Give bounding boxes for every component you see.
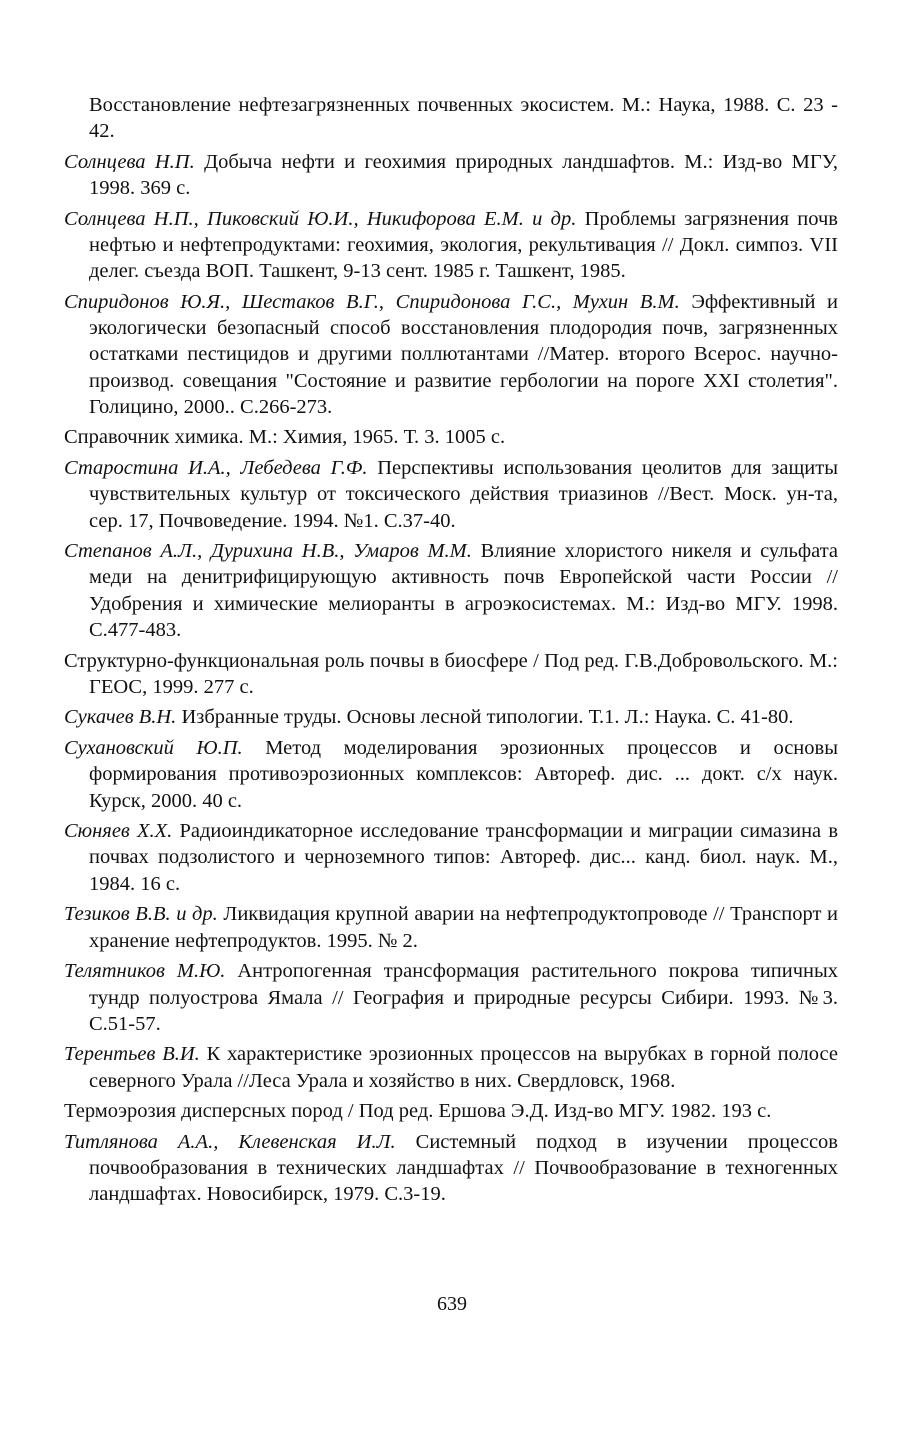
reference-authors: Сухановский Ю.П. (64, 737, 243, 760)
reference-authors: Солнцева Н.П., Пиковский Ю.И., Никифорова Е.М. и др. (64, 207, 577, 230)
reference-text: Справочник химика. М.: Химия, 1965. Т. 3. 1005 с. (64, 426, 506, 449)
reference-text: Термоэрозия дисперсных пород / Под ред. Ершова Э.Д. Изд-во МГУ. 1982. 193 с. (64, 1100, 772, 1123)
reference-entry (64, 424, 838, 450)
reference-text: Восстановление нефтезагрязненных почвенных экосистем. М.: Наука, 1988. С. 23 - 42. (89, 94, 838, 143)
reference-entry (64, 206, 838, 285)
reference-text: Ликвидация крупной аварии на нефтепродуктопроводе // Транспорт и хранение нефтепродуктов. 1995. № 2. (89, 903, 838, 952)
reference-entry (64, 289, 838, 420)
reference-entry (64, 92, 838, 144)
reference-authors: Сукачев В.Н. (64, 706, 177, 729)
reference-entry (64, 735, 838, 814)
reference-text: Эффективный и экологически безопасный способ восстановления плодородия почв, загрязненных остатками пестицидов и другими поллютантами //Матер. второго Всерос. научно-производ. совещания "Состояние и развитие гербологии на пороге XXI столетия". Голицино, 2000.. С.266-273. (89, 290, 839, 418)
reference-text: Системный подход в изучении процессов почвообразования в технических ландшафтах // Почвообразование в техногенных ландшафтах. Новосибирск, 1979. С.3-19. (89, 1131, 838, 1206)
reference-entry (64, 1041, 838, 1093)
reference-list (64, 92, 838, 1212)
reference-entry (64, 1098, 838, 1124)
reference-text: Антропогенная трансформация растительного покрова типичных тундр полуострова Ямала // География и природные ресурсы Сибири. 1993. №3. С.51-57. (89, 960, 838, 1035)
reference-authors: Тезиков В.В. и др. (64, 903, 218, 926)
reference-entry (64, 149, 838, 201)
reference-entry (64, 1129, 838, 1208)
reference-text: Метод моделирования эрозионных процессов и основы формирования противоэрозионных комплексов: Автореф. дис. ... докт. с/х наук. Курск, 2000. 40 с. (89, 737, 838, 812)
reference-text: Структурно-функциональная роль почвы в биосфере / Под ред. Г.В.Добровольского. М.: ГЕОС, 1999. 277 с. (64, 649, 838, 698)
reference-authors: Старостина И.А., Лебедева Г.Ф. (64, 457, 368, 480)
reference-authors: Степанов А.Л., Дурихина Н.В., Умаров М.М. (64, 540, 472, 563)
reference-entry (64, 538, 838, 643)
reference-text: Добыча нефти и геохимия природных ландшафтов. М.: Изд-во МГУ, 1998. 369 с. (89, 150, 838, 200)
reference-text: Влияние хлористого никеля и сульфата меди на денитрифицирующую активность почв Европейской части России // Удобрения и химические мелиоранты в агроэкосистемах. М.: Изд-во МГУ. 1998. С.477-483. (89, 540, 839, 641)
reference-entry (64, 648, 838, 700)
page-number: 639 (437, 1293, 467, 1315)
reference-text: К характеристике эрозионных процессов на вырубках в горной полосе северного Урала //Леса Урала и хозяйство в них. Свердловск, 1968. (89, 1043, 838, 1092)
reference-entry (64, 818, 838, 897)
reference-entry (64, 704, 838, 730)
reference-authors: Спиридонов Ю.Я., Шестаков В.Г., Спиридонова Г.С., Мухин В.М. (64, 290, 680, 313)
reference-text: Проблемы загрязнения почв нефтью и нефтепродуктами: геохимия, экология, рекультивация // Докл. симпоз. VII делег. съезда ВОП. Ташкент, 9-13 сент. 1985 г. Ташкент, 1985. (89, 207, 838, 283)
reference-text: Перспективы использования цеолитов для защиты чувствительных культур от токсического действия триазинов //Вест. Моск. ун-та, сер. 17, Почвоведение. 1994. №1. С.37-40. (89, 457, 838, 532)
reference-entry (64, 901, 838, 953)
reference-entry (64, 958, 838, 1037)
reference-authors: Солнцева Н.П. (64, 150, 195, 173)
reference-authors: Телятников М.Ю. (64, 960, 226, 983)
reference-authors: Терентьев В.И. (64, 1043, 200, 1066)
reference-text: Избранные труды. Основы лесной типологии. Т.1. Л.: Наука. С. 41-80. (176, 706, 794, 729)
reference-authors: Титлянова А.А., Клевенская И.Л. (64, 1131, 396, 1154)
reference-authors: Сюняев Х.Х. (64, 820, 173, 843)
reference-text: Радиоиндикаторное исследование трансформации и миграции симазина в почвах подзолистого и черноземного типов: Автореф. дис... канд. биол. наук. М., 1984. 16 с. (89, 820, 838, 895)
reference-entry (64, 455, 838, 534)
